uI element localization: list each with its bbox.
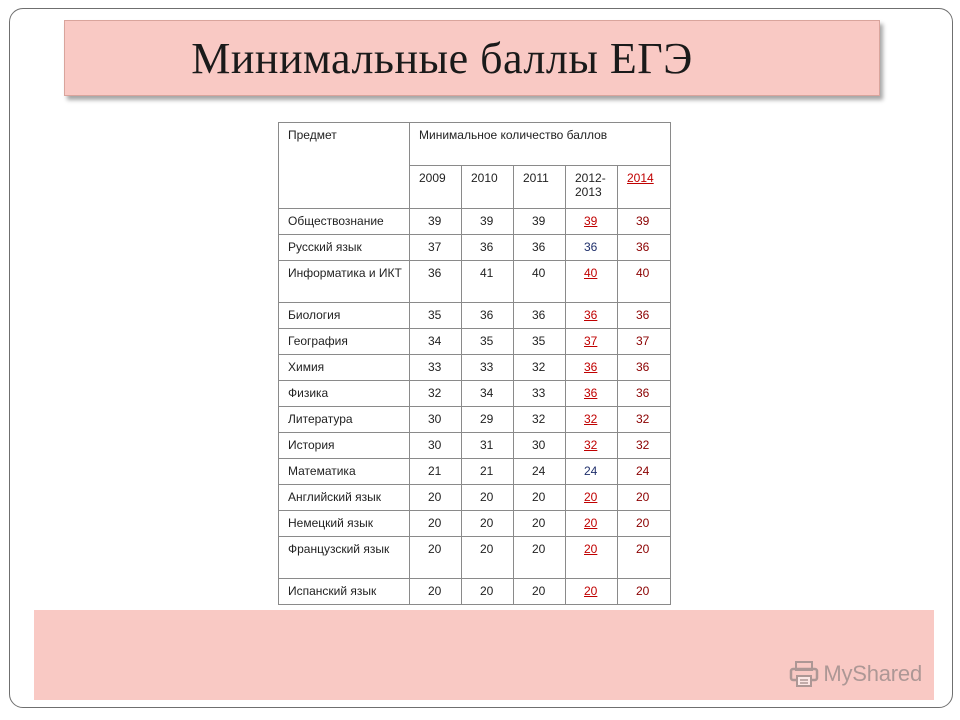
subject-cell: География	[279, 329, 410, 355]
score-cell: 32	[618, 407, 671, 433]
table-row	[279, 261, 671, 303]
score-cell: 36	[618, 355, 671, 381]
score-cell	[566, 329, 618, 355]
score-link[interactable]: 20	[584, 490, 598, 504]
score-cell: 24	[618, 459, 671, 485]
table-row	[279, 209, 671, 235]
score-cell	[566, 381, 618, 407]
score-cell: 36	[514, 303, 566, 329]
score-cell: 20	[410, 579, 462, 605]
score-cell: 24	[566, 459, 618, 485]
score-link[interactable]: 36	[584, 360, 598, 374]
slide-title: Минимальные баллы ЕГЭ	[191, 33, 693, 83]
subject-cell: Обществознание	[279, 209, 410, 235]
subject-cell: Химия	[279, 355, 410, 381]
score-cell: 30	[410, 407, 462, 433]
score-cell	[566, 485, 618, 511]
score-cell: 20	[618, 511, 671, 537]
score-cell: 36	[618, 381, 671, 407]
score-cell	[566, 579, 618, 605]
score-link[interactable]: 36	[584, 386, 598, 400]
score-cell: 32	[514, 407, 566, 433]
score-cell: 35	[514, 329, 566, 355]
header-subject: Предмет	[279, 123, 410, 209]
score-cell	[566, 261, 618, 303]
header-year: 2010	[462, 166, 514, 209]
table-row	[279, 381, 671, 407]
header-year: 2009	[410, 166, 462, 209]
score-link[interactable]: 36	[584, 308, 598, 322]
score-link[interactable]: 20	[584, 584, 598, 598]
score-cell: 34	[410, 329, 462, 355]
score-cell: 35	[410, 303, 462, 329]
watermark-text: MyShared	[823, 661, 922, 686]
score-link[interactable]: 32	[584, 412, 598, 426]
bottom-band	[34, 610, 934, 700]
score-cell: 33	[514, 381, 566, 407]
table-row	[279, 537, 671, 579]
year-2014-link[interactable]: 2014	[627, 171, 654, 185]
score-cell: 30	[514, 433, 566, 459]
score-cell: 39	[462, 209, 514, 235]
score-cell: 37	[410, 235, 462, 261]
score-cell	[566, 303, 618, 329]
score-cell: 20	[462, 579, 514, 605]
subject-cell: Физика	[279, 381, 410, 407]
score-cell: 20	[618, 579, 671, 605]
score-cell: 40	[618, 261, 671, 303]
table-header-row	[279, 123, 671, 166]
table-row	[279, 407, 671, 433]
score-cell: 36	[462, 303, 514, 329]
score-cell: 41	[462, 261, 514, 303]
score-cell: 29	[462, 407, 514, 433]
score-cell: 34	[462, 381, 514, 407]
score-cell: 24	[514, 459, 566, 485]
table-row	[279, 485, 671, 511]
score-cell: 20	[462, 537, 514, 579]
score-cell: 21	[410, 459, 462, 485]
score-cell	[566, 537, 618, 579]
score-link[interactable]: 37	[584, 334, 598, 348]
score-link[interactable]: 20	[584, 516, 598, 530]
score-link[interactable]: 40	[584, 266, 598, 280]
score-cell: 20	[410, 511, 462, 537]
header-year-link[interactable]	[618, 166, 671, 209]
score-link[interactable]: 39	[584, 214, 598, 228]
scores-table	[278, 122, 671, 605]
subject-cell: Информатика и ИКТ	[279, 261, 410, 303]
score-cell: 39	[618, 209, 671, 235]
score-cell: 36	[410, 261, 462, 303]
table-row	[279, 329, 671, 355]
subject-cell: История	[279, 433, 410, 459]
score-cell: 20	[410, 537, 462, 579]
score-cell	[566, 355, 618, 381]
score-cell: 32	[514, 355, 566, 381]
subject-cell: Биология	[279, 303, 410, 329]
score-cell: 36	[462, 235, 514, 261]
score-cell: 32	[410, 381, 462, 407]
score-link[interactable]: 20	[584, 542, 598, 556]
score-cell: 32	[618, 433, 671, 459]
table-row	[279, 511, 671, 537]
score-cell: 39	[514, 209, 566, 235]
table-row	[279, 433, 671, 459]
score-cell: 20	[514, 485, 566, 511]
score-cell: 20	[462, 485, 514, 511]
score-cell: 20	[514, 511, 566, 537]
table-row	[279, 459, 671, 485]
score-cell: 39	[410, 209, 462, 235]
score-cell: 35	[462, 329, 514, 355]
score-cell	[566, 407, 618, 433]
score-cell: 21	[462, 459, 514, 485]
subject-cell: Немецкий язык	[279, 511, 410, 537]
score-cell: 20	[618, 537, 671, 579]
score-cell	[566, 209, 618, 235]
subject-cell: Французский язык	[279, 537, 410, 579]
header-year: 2011	[514, 166, 566, 209]
score-cell: 36	[566, 235, 618, 261]
score-cell: 36	[618, 303, 671, 329]
score-cell: 30	[410, 433, 462, 459]
table-row	[279, 235, 671, 261]
score-cell: 20	[514, 579, 566, 605]
score-cell: 33	[410, 355, 462, 381]
score-cell: 36	[618, 235, 671, 261]
score-cell: 31	[462, 433, 514, 459]
header-year: 2012-2013	[566, 166, 618, 209]
table-row	[279, 579, 671, 605]
subject-cell: Литература	[279, 407, 410, 433]
header-min-score: Минимальное количество баллов	[410, 123, 671, 166]
subject-cell: Испанский язык	[279, 579, 410, 605]
subject-cell: Английский язык	[279, 485, 410, 511]
table-row	[279, 303, 671, 329]
score-cell: 37	[618, 329, 671, 355]
score-cell: 20	[410, 485, 462, 511]
title-banner	[64, 20, 880, 96]
subject-cell: Математика	[279, 459, 410, 485]
score-cell: 33	[462, 355, 514, 381]
score-cell: 40	[514, 261, 566, 303]
watermark	[789, 660, 922, 688]
table-row	[279, 355, 671, 381]
score-link[interactable]: 32	[584, 438, 598, 452]
score-cell: 20	[462, 511, 514, 537]
score-cell	[566, 433, 618, 459]
score-cell: 36	[514, 235, 566, 261]
score-cell: 20	[514, 537, 566, 579]
score-cell	[566, 511, 618, 537]
subject-cell: Русский язык	[279, 235, 410, 261]
printer-icon	[789, 660, 819, 688]
score-cell: 20	[618, 485, 671, 511]
